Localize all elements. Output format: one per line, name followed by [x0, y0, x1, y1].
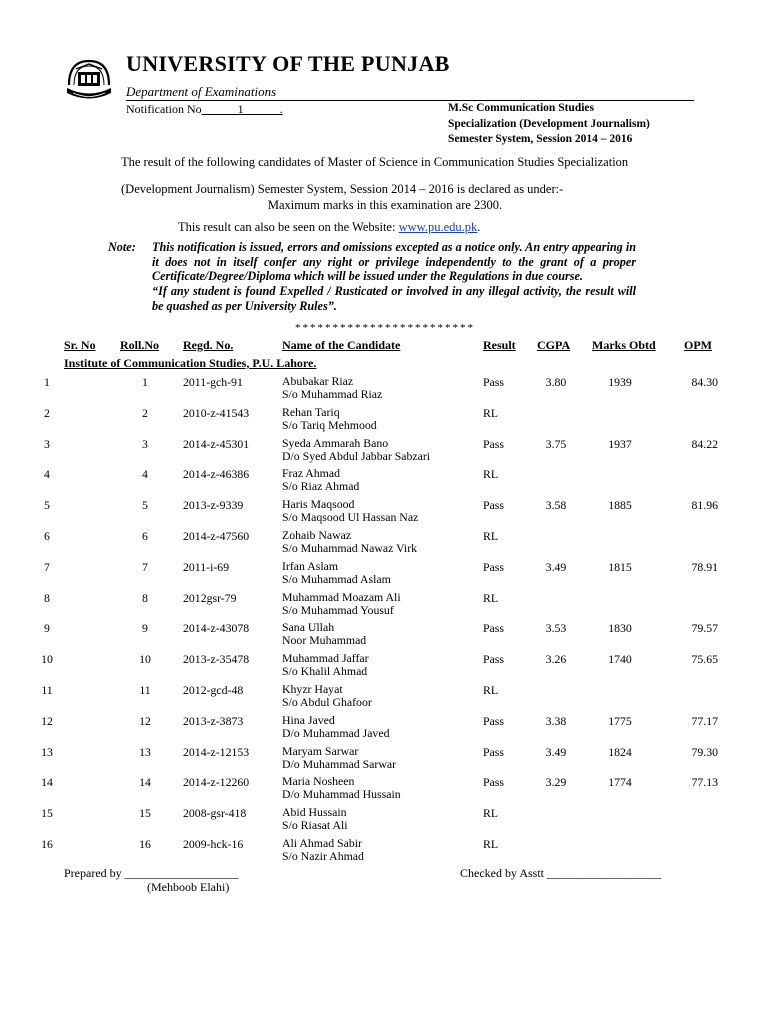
- cell-sr-no: 1: [44, 375, 50, 389]
- cell-opm: 77.13: [691, 775, 718, 790]
- candidate-parent: S/o Muhammad Nawaz Virk: [282, 541, 418, 555]
- candidate-name: Ali Ahmad Sabir: [282, 836, 362, 850]
- cell-cgpa: 3.75: [545, 436, 567, 451]
- cell-result: Pass: [483, 713, 504, 728]
- table-row: [0, 529, 770, 560]
- cell-regd-no: 2010-z-41543: [183, 405, 250, 420]
- note-label: Note:: [108, 240, 136, 254]
- cell-candidate-name: [282, 837, 364, 863]
- cell-regd-no: 2011-gch-91: [183, 375, 243, 389]
- cell-marks: 1939: [608, 375, 632, 389]
- cell-roll-no: 12: [139, 713, 151, 728]
- cell-result: Pass: [483, 744, 504, 759]
- candidate-parent: S/o Muhammad Riaz: [282, 387, 383, 401]
- cell-roll-no: 8: [142, 590, 148, 605]
- cell-sr-no: 4: [44, 467, 50, 482]
- cell-opm: 81.96: [691, 498, 718, 513]
- candidate-parent: S/o Muhammad Aslam: [282, 571, 391, 586]
- cell-cgpa: 3.38: [545, 713, 567, 728]
- candidate-name: Abubakar Riaz: [282, 374, 354, 388]
- table-row: [0, 467, 770, 498]
- table-row: [0, 652, 770, 683]
- note-quote: “If any student is found Expelled / Rusticated or involved in any illegal activity, the result will be quashed as per University Rules”.: [152, 284, 636, 313]
- candidate-parent: S/o Riasat Ali: [282, 818, 348, 833]
- cell-opm: 84.30: [691, 375, 718, 389]
- cell-candidate-name: [282, 591, 401, 617]
- candidate-name: Irfan Aslam: [282, 558, 339, 573]
- website-suffix: .: [477, 220, 481, 234]
- cell-roll-no: 5: [142, 498, 148, 513]
- website-line: [178, 220, 770, 235]
- cell-regd-no: 2012-gcd-48: [183, 683, 244, 697]
- table-row: [0, 683, 770, 714]
- program-line: M.Sc Communication Studies: [448, 102, 594, 114]
- candidate-parent: D/o Syed Abdul Jabbar Sabzari: [282, 448, 431, 463]
- prepared-by: Prepared by ___________________: [64, 866, 239, 880]
- intro-line-1: The result of the following candidates of Master of Science in Communication Studies Specialization: [121, 155, 629, 169]
- cell-regd-no: 2012gsr-79: [183, 590, 237, 605]
- candidate-name: Abid Hussain: [282, 805, 347, 820]
- cell-regd-no: 2014-z-12260: [183, 775, 250, 790]
- candidate-parent: S/o Nazir Ahmad: [282, 849, 364, 863]
- cell-candidate-name: [282, 560, 391, 586]
- cell-candidate-name: [282, 375, 382, 401]
- notification-number: [126, 102, 283, 117]
- cell-result: RL: [483, 806, 499, 821]
- cell-result: Pass: [483, 559, 504, 574]
- checked-by: Checked by Asstt ___________________: [460, 866, 661, 880]
- cell-roll-no: 2: [142, 405, 148, 420]
- cell-marks: 1885: [608, 498, 632, 513]
- institute-heading: Institute of Communication Studies, P.U. Lahore.: [64, 356, 317, 370]
- cell-cgpa: 3.49: [545, 744, 567, 759]
- candidate-name: Khyzr Hayat: [282, 682, 343, 696]
- cell-opm: 79.57: [691, 621, 718, 636]
- candidate-name: Muhammad Jaffar: [282, 651, 369, 666]
- cell-regd-no: 2013-z-9339: [183, 498, 244, 513]
- candidate-parent: S/o Khalil Ahmad: [282, 664, 368, 679]
- cell-cgpa: 3.26: [545, 652, 567, 667]
- cell-regd-no: 2009-hck-16: [183, 837, 244, 851]
- cell-marks: 1774: [608, 775, 632, 790]
- cell-cgpa: 3.29: [545, 775, 567, 790]
- cell-marks: 1830: [608, 621, 632, 636]
- separator: ************************: [295, 322, 475, 334]
- website-prefix: This result can also be seen on the Website:: [178, 220, 399, 234]
- table-row: [0, 406, 770, 437]
- header-regd-no: Regd. No.: [183, 338, 234, 352]
- cell-result: Pass: [483, 775, 504, 790]
- cell-roll-no: 7: [142, 559, 148, 574]
- cell-candidate-name: [282, 745, 396, 771]
- cell-sr-no: 6: [44, 529, 50, 543]
- notification-value: ______1______.: [201, 102, 283, 116]
- table-row: [0, 437, 770, 468]
- cell-marks: 1937: [608, 436, 632, 451]
- cell-cgpa: 3.53: [545, 621, 567, 636]
- cell-candidate-name: [282, 775, 401, 801]
- header-candidate-name: Name of the Candidate: [282, 338, 401, 352]
- cell-roll-no: 9: [142, 621, 148, 636]
- cell-opm: 77.17: [691, 713, 718, 728]
- cell-cgpa: 3.49: [545, 559, 567, 574]
- cell-sr-no: 13: [41, 744, 53, 759]
- cell-result: Pass: [483, 621, 504, 636]
- candidate-parent: Noor Muhammad: [282, 633, 367, 648]
- cell-roll-no: 14: [139, 775, 151, 790]
- cell-roll-no: 13: [139, 744, 151, 759]
- cell-marks: 1740: [608, 652, 632, 667]
- candidate-name: Rehan Tariq: [282, 404, 340, 419]
- cell-sr-no: 10: [41, 652, 53, 667]
- program-line: Semester System, Session 2014 – 2016: [448, 133, 633, 145]
- candidate-name: Fraz Ahmad: [282, 466, 340, 481]
- cell-candidate-name: [282, 714, 389, 740]
- max-marks-line: Maximum marks in this examination are 2300.: [267, 198, 503, 212]
- header-sr-no: Sr. No: [64, 338, 96, 352]
- candidate-parent: S/o Maqsood Ul Hassan Naz: [282, 510, 419, 525]
- cell-candidate-name: [282, 683, 372, 709]
- cell-candidate-name: [282, 498, 418, 524]
- cell-marks: 1775: [608, 713, 632, 728]
- cell-candidate-name: [282, 467, 359, 493]
- cell-roll-no: 3: [142, 436, 148, 451]
- candidate-name: Maryam Sarwar: [282, 743, 359, 758]
- table-row: [0, 621, 770, 652]
- cell-opm: 75.65: [691, 652, 718, 667]
- cell-sr-no: 7: [44, 559, 50, 574]
- cell-regd-no: 2014-z-46386: [183, 467, 250, 482]
- cell-regd-no: 2014-z-12153: [183, 744, 250, 759]
- cell-result: Pass: [483, 375, 504, 389]
- cell-regd-no: 2013-z-35478: [183, 652, 250, 667]
- cell-result: RL: [483, 837, 499, 851]
- cell-roll-no: 16: [139, 837, 151, 851]
- preparer-name: (Mehboob Elahi): [147, 880, 230, 894]
- cell-candidate-name: [282, 529, 417, 555]
- table-row: [0, 498, 770, 529]
- cell-sr-no: 5: [44, 498, 50, 513]
- table-row: [0, 745, 770, 776]
- header-opm: OPM: [684, 338, 712, 352]
- cell-candidate-name: [282, 652, 369, 678]
- cell-regd-no: 2011-i-69: [183, 559, 230, 574]
- cell-opm: 78.91: [691, 559, 718, 574]
- candidate-parent: S/o Tariq Mehmood: [282, 417, 377, 432]
- candidate-name: Sana Ullah: [282, 620, 335, 635]
- table-row: [0, 560, 770, 591]
- cell-candidate-name: [282, 806, 348, 832]
- cell-opm: 79.30: [691, 744, 718, 759]
- cell-roll-no: 6: [142, 529, 148, 543]
- cell-result: Pass: [483, 652, 504, 667]
- cell-roll-no: 1: [142, 375, 148, 389]
- candidate-parent: D/o Muhammad Sarwar: [282, 756, 397, 771]
- cell-sr-no: 16: [41, 837, 53, 851]
- cell-sr-no: 12: [41, 713, 53, 728]
- cell-result: Pass: [483, 436, 504, 451]
- candidate-name: Zohaib Nawaz: [282, 528, 352, 542]
- cell-candidate-name: [282, 437, 430, 463]
- cell-roll-no: 15: [139, 806, 151, 821]
- cell-regd-no: 2014-z-47560: [183, 529, 250, 543]
- website-link[interactable]: www.pu.edu.pk: [398, 220, 478, 234]
- department-name: Department of Examinations: [126, 84, 277, 99]
- candidate-name: Muhammad Moazam Ali: [282, 589, 401, 604]
- cell-sr-no: 9: [44, 621, 50, 636]
- candidate-parent: D/o Muhammad Hussain: [282, 787, 401, 802]
- cell-candidate-name: [282, 406, 377, 432]
- cell-result: RL: [483, 467, 499, 482]
- note-body: [152, 240, 636, 314]
- cell-roll-no: 4: [142, 467, 148, 482]
- cell-sr-no: 3: [44, 436, 50, 451]
- header-result: Result: [483, 338, 516, 352]
- header-marks-obtd: Marks Obtd: [592, 338, 656, 352]
- candidate-parent: D/o Muhammad Javed: [282, 725, 390, 740]
- note-text: This notification is issued, errors and omissions excepted as a notice only. An entry appearing in it does not in itself confer any right or privilege independently to the grant of a proper Certificate/Degree/Diploma which will be issued under the Regulations in due course.: [152, 240, 636, 284]
- cell-roll-no: 11: [139, 683, 151, 697]
- header-cgpa: CGPA: [537, 338, 571, 352]
- cell-result: RL: [483, 683, 499, 697]
- university-title: UNIVERSITY OF THE PUNJAB: [126, 51, 450, 76]
- cell-regd-no: 2014-z-45301: [183, 436, 250, 451]
- candidate-name: Syeda Ammarah Bano: [282, 435, 389, 450]
- cell-cgpa: 3.80: [545, 375, 567, 389]
- cell-candidate-name: [282, 621, 366, 647]
- program-block: [448, 101, 650, 148]
- university-seal-icon: [63, 55, 115, 107]
- cell-sr-no: 14: [41, 775, 53, 790]
- notification-prefix: Notification No: [126, 102, 202, 116]
- cell-result: RL: [483, 529, 499, 543]
- intro-line-2: (Development Journalism) Semester System, Session 2014 – 2016 is declared as under:-: [121, 182, 564, 196]
- cell-cgpa: 3.58: [545, 498, 567, 513]
- candidate-name: Hina Javed: [282, 712, 335, 727]
- cell-marks: 1815: [608, 559, 632, 574]
- table-row: [0, 714, 770, 745]
- cell-opm: 84.22: [691, 436, 718, 451]
- cell-regd-no: 2008-gsr-418: [183, 806, 247, 821]
- cell-regd-no: 2014-z-43078: [183, 621, 250, 636]
- program-line: Specialization (Development Journalism): [448, 117, 650, 130]
- table-row: [0, 837, 770, 868]
- header-roll-no: Roll.No: [120, 338, 159, 352]
- candidate-parent: S/o Muhammad Yousuf: [282, 602, 394, 617]
- cell-sr-no: 8: [44, 590, 50, 605]
- table-row: [0, 591, 770, 622]
- table-row: [0, 375, 770, 406]
- candidate-name: Haris Maqsood: [282, 497, 355, 512]
- candidate-name: Maria Nosheen: [282, 774, 355, 789]
- cell-sr-no: 15: [41, 806, 53, 821]
- cell-result: Pass: [483, 498, 504, 513]
- candidate-parent: S/o Abdul Ghafoor: [282, 695, 372, 709]
- cell-result: RL: [483, 405, 499, 420]
- candidate-parent: S/o Riaz Ahmad: [282, 479, 360, 494]
- cell-sr-no: 11: [41, 683, 53, 697]
- cell-result: RL: [483, 590, 499, 605]
- cell-marks: 1824: [608, 744, 632, 759]
- cell-regd-no: 2013-z-3873: [183, 713, 244, 728]
- table-row: [0, 806, 770, 837]
- cell-roll-no: 10: [139, 652, 151, 667]
- table-row: [0, 775, 770, 806]
- cell-sr-no: 2: [44, 405, 50, 420]
